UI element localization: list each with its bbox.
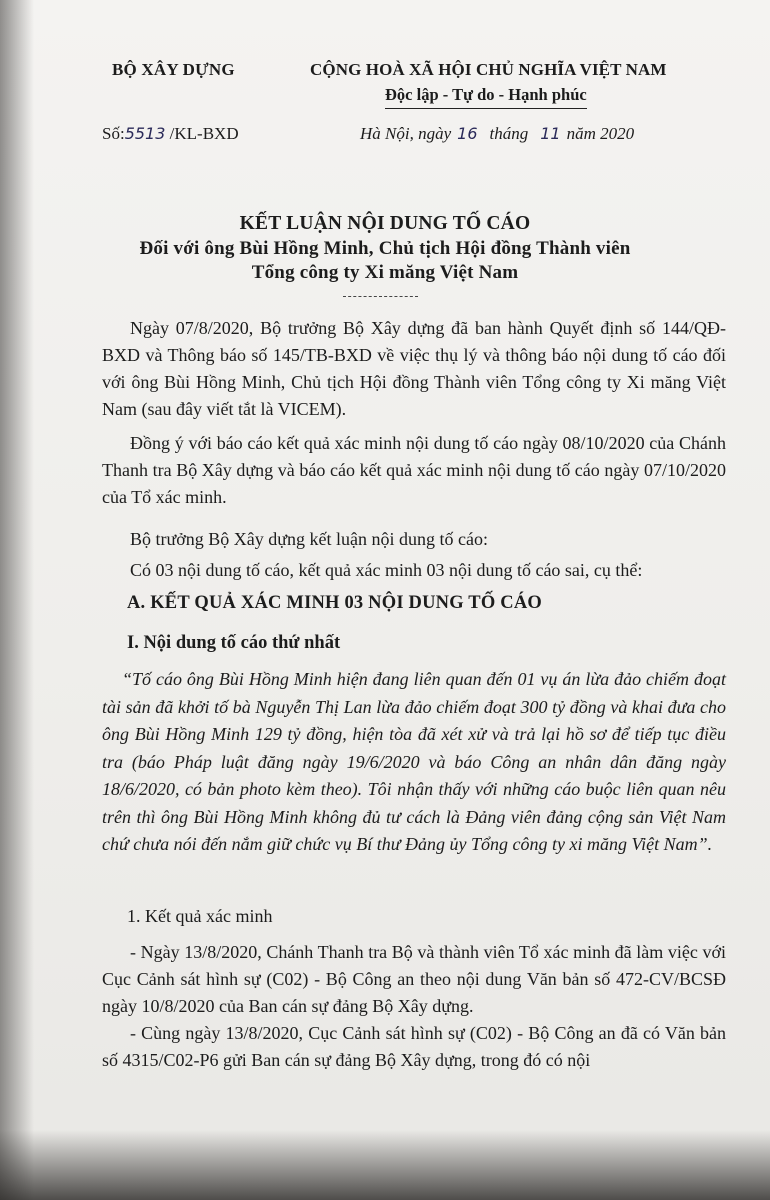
document-subtitle-line1: Đối với ông Bùi Hồng Minh, Chủ tịch Hội đồng Thành viên bbox=[139, 238, 631, 259]
document-subtitle-line2: Tổng công ty Xi măng Việt Nam bbox=[251, 262, 519, 283]
document-number-handwritten: 5513 bbox=[124, 124, 166, 143]
national-motto: Độc lập - Tự do - Hạnh phúc bbox=[385, 85, 587, 109]
photo-edge-shadow bbox=[0, 0, 34, 1200]
subsection-heading-1: 1. Kết quả xác minh bbox=[127, 906, 273, 926]
paragraph-conclusion-lead: Bộ trưởng Bộ Xây dựng kết luận nội dung tố cáo: bbox=[130, 529, 488, 549]
national-title: CỘNG HOÀ XÃ HỘI CHỦ NGHĨA VIỆT NAM bbox=[310, 60, 667, 79]
date-day-handwritten: 16 bbox=[457, 124, 478, 143]
date-month-label: tháng bbox=[489, 124, 529, 143]
paragraph-verification-2: - Cùng ngày 13/8/2020, Cục Cảnh sát hình sự (C02) - Bộ Công an đã có Văn bản số 4315/C02-P6 gửi Ban cán sự đảng Bộ Xây dựng, trong đó có nội bbox=[102, 1023, 726, 1070]
paragraph-verification-1: - Ngày 13/8/2020, Chánh Thanh tra Bộ và thành viên Tổ xác minh đã làm việc với Cục Cảnh sát hình sự (C02) - Bộ Công an theo nội dung Văn bản số 472-CV/BCSĐ ngày 10/8/2020 của Ban cán sự đảng Bộ Xây dựng. bbox=[102, 942, 726, 1016]
paragraph-intro: Ngày 07/8/2020, Bộ trưởng Bộ Xây dựng đã ban hành Quyết định số 144/QĐ-BXD và Thông báo số 145/TB-BXD về việc thụ lý và thông báo nội dung tố cáo đối với ông Bùi Hồng Minh, Chủ tịch Hội đồng Thành viên Tổng công ty Xi măng Việt Nam (sau đây viết tắt là VICEM). bbox=[102, 318, 726, 419]
complaint-quote: “Tố cáo ông Bùi Hồng Minh hiện đang liên quan đến 01 vụ án lừa đảo chiếm đoạt tài sản đã khởi tố bà Nguyễn Thị Lan lừa đảo chiếm đoạt 300 tỷ đồng và khai đưa cho ông Bùi Hồng Minh 129 tỷ đồng, hiện tòa đã xét xử và trả lại hồ sơ để tiếp tục điều tra (báo Pháp luật đăng ngày 19/6/2020 và báo Công an nhân dân đăng ngày 18/6/2020, có bản photo kèm theo). Tôi nhận thấy với những cáo buộc liên quan nêu trên thì ông Bùi Hồng Minh không đủ tư cách là Đảng viên đảng cộng sản Việt Nam chứ chưa nói đến nắm giữ chức vụ Bí thư Đảng ủy Tổng công ty xi măng Việt Nam”. bbox=[102, 669, 726, 854]
section-heading-a: A. KẾT QUẢ XÁC MINH 03 NỘI DUNG TỐ CÁO bbox=[127, 593, 542, 613]
issue-date bbox=[360, 124, 634, 144]
document-number bbox=[102, 124, 239, 144]
date-place: Hà Nội, ngày bbox=[360, 124, 452, 143]
document-number-prefix: Số: bbox=[102, 124, 125, 143]
issuing-ministry: BỘ XÂY DỰNG bbox=[112, 60, 235, 79]
document-title: KẾT LUẬN NỘI DUNG TỐ CÁO bbox=[239, 213, 531, 234]
document-number-suffix: /KL-BXD bbox=[169, 124, 239, 143]
paragraph-summary: Có 03 nội dung tố cáo, kết quả xác minh 03 nội dung tố cáo sai, cụ thể: bbox=[130, 560, 643, 580]
date-year: năm 2020 bbox=[566, 124, 635, 143]
title-divider bbox=[343, 296, 418, 297]
date-month-handwritten: 11 bbox=[540, 124, 561, 143]
paragraph-agreement: Đồng ý với báo cáo kết quả xác minh nội dung tố cáo ngày 08/10/2020 của Chánh Thanh tra Bộ Xây dựng và báo cáo kết quả xác minh nội dung tố cáo ngày 07/10/2020 của Tổ xác minh. bbox=[102, 433, 726, 507]
photo-bottom-shadow bbox=[0, 1130, 770, 1200]
section-heading-i: I. Nội dung tố cáo thứ nhất bbox=[127, 633, 341, 653]
